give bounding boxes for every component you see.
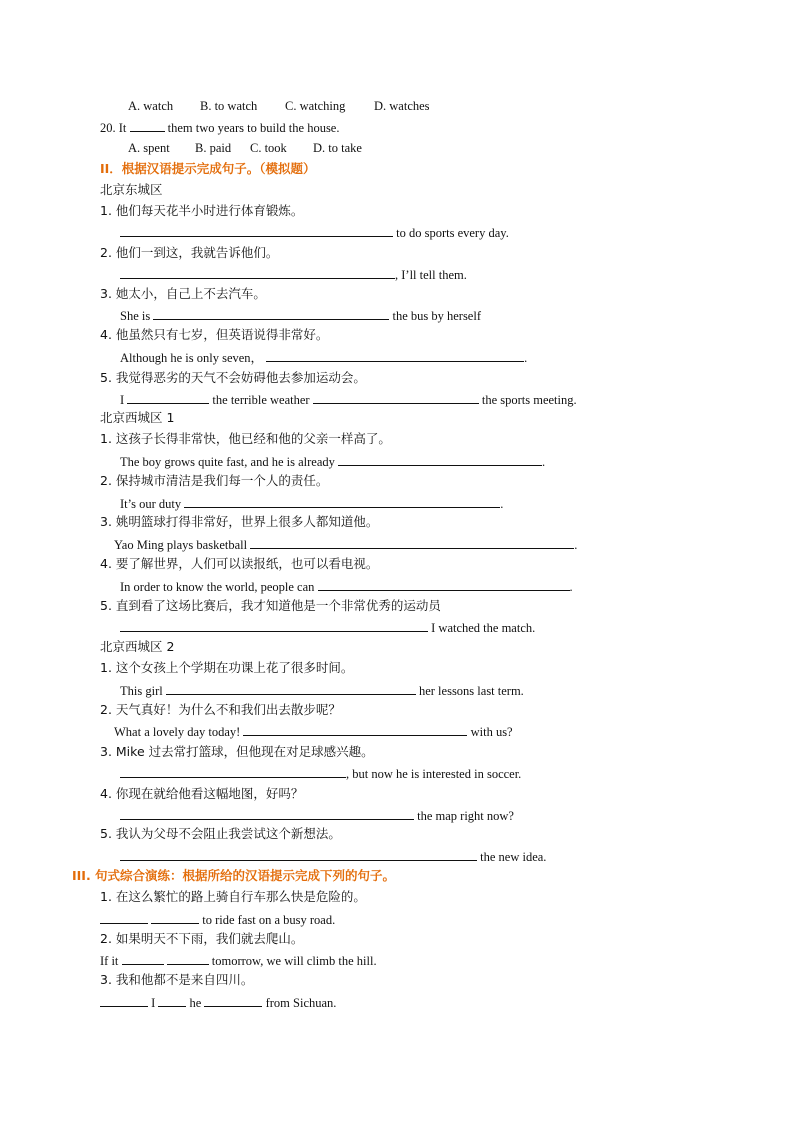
q20-option-d: D. to take: [313, 141, 362, 155]
q20-number: 20.: [100, 121, 116, 135]
answer-post: the sports meeting.: [481, 393, 577, 407]
answer-pre: She is: [120, 309, 151, 323]
answer-line: [100, 994, 336, 1011]
question-prompt: 5. 直到看了这场比赛后，我才知道他是一个非常优秀的运动员: [100, 598, 441, 613]
question-prompt: 4. 他虽然只有七岁，但英语说得非常好。: [100, 327, 329, 342]
question-prompt: 1. 他们每天花半小时进行体育锻炼。: [100, 203, 304, 218]
answer-line: [114, 536, 577, 553]
q20-post: them two years to build the house.: [167, 121, 340, 135]
answer-line: [100, 952, 377, 969]
answer-blank[interactable]: [100, 911, 148, 924]
question-prompt: 1. 这孩子长得非常快，他已经和他的父亲一样高了。: [100, 431, 391, 446]
question-prompt: 3. 姚明篮球打得非常好，世界上很多人都知道他。: [100, 514, 379, 529]
answer-line: [120, 391, 577, 408]
answer-line: [120, 224, 509, 241]
answer-line: [120, 578, 573, 595]
q20-option-a: A. spent: [128, 141, 170, 155]
group-title: 北京西城区 1: [100, 410, 175, 425]
answer-pre: I: [120, 393, 125, 407]
answer-post: , but now he is interested in soccer.: [346, 767, 522, 781]
question-prompt: 1. 这个女孩上个学期在功课上花了很多时间。: [100, 660, 354, 675]
answer-pre: Although he is only seven，: [120, 351, 264, 365]
group-title: 北京西城区 2: [100, 639, 175, 654]
answer-line: [120, 682, 524, 699]
answer-blank[interactable]: [158, 994, 186, 1007]
question-prompt: 5. 我觉得恶劣的天气不会妨碍他去参加运动会。: [100, 370, 366, 385]
q20-options: [128, 140, 362, 156]
answer-blank[interactable]: [120, 848, 477, 861]
answer-blank[interactable]: [250, 536, 574, 549]
answer-blank[interactable]: [338, 453, 542, 466]
answer-line: [120, 765, 521, 782]
q20-option-b: B. paid: [195, 141, 232, 155]
answer-blank[interactable]: [313, 391, 479, 404]
question-prompt: 3. 她太小，自己上不去汽车。: [100, 286, 266, 301]
q19-option-b: B. to watch: [200, 99, 258, 113]
answer-mid: the terrible weather: [212, 393, 310, 407]
question-prompt: 2. 保持城市清洁是我们每一个人的责任。: [100, 473, 329, 488]
answer-post: tomorrow, we will climb the hill.: [211, 954, 377, 968]
answer-word: he: [189, 996, 202, 1010]
question-prompt: 2. 如果明天不下雨，我们就去爬山。: [100, 931, 304, 946]
answer-blank[interactable]: [167, 952, 209, 965]
q20-pre: It: [118, 121, 127, 135]
answer-blank[interactable]: [120, 807, 414, 820]
answer-post: .: [569, 580, 573, 594]
section3-heading: III. 句式综合演练：根据所给的汉语提示完成下列的句子。: [72, 868, 396, 883]
answer-line: [120, 266, 467, 283]
answer-blank[interactable]: [120, 765, 346, 778]
section2-heading: II．根据汉语提示完成句子。（模拟题）: [100, 161, 316, 176]
answer-post: .: [574, 538, 578, 552]
answer-line: [120, 349, 527, 366]
answer-post: I watched the match.: [431, 621, 536, 635]
answer-pre: This girl: [120, 684, 163, 698]
answer-post: her lessons last term.: [418, 684, 524, 698]
answer-post: from Sichuan.: [265, 996, 337, 1010]
answer-post: .: [500, 497, 504, 511]
question-prompt: 1. 在这么繁忙的路上骑自行车那么快是危险的。: [100, 889, 366, 904]
answer-post: , I’ll tell them.: [395, 268, 467, 282]
question-prompt: 3. Mike 过去常打篮球，但他现在对足球感兴趣。: [100, 744, 374, 759]
answer-blank[interactable]: [100, 994, 148, 1007]
answer-post: with us?: [470, 725, 513, 739]
answer-line: [120, 619, 535, 636]
answer-line: [114, 723, 513, 740]
answer-pre: It’s our duty: [120, 497, 182, 511]
answer-blank[interactable]: [122, 952, 164, 965]
q19-option-a: A. watch: [128, 99, 174, 113]
answer-blank[interactable]: [166, 682, 416, 695]
answer-blank[interactable]: [266, 349, 524, 362]
question-prompt: 2. 天气真好！为什么不和我们出去散步呢？: [100, 702, 341, 717]
answer-line: [120, 307, 481, 324]
answer-pre: What a lovely day today!: [114, 725, 241, 739]
answer-blank[interactable]: [318, 578, 570, 591]
q19-options: [128, 98, 430, 114]
answer-blank[interactable]: [204, 994, 262, 1007]
q19-option-c: C. watching: [285, 99, 346, 113]
q20-blank[interactable]: [130, 119, 165, 132]
answer-line: [120, 453, 545, 470]
q19-option-d: D. watches: [374, 99, 430, 113]
question-prompt: 4. 要了解世界，人们可以读报纸，也可以看电视。: [100, 556, 379, 571]
answer-post: the new idea.: [480, 850, 547, 864]
answer-blank[interactable]: [127, 391, 209, 404]
answer-blank[interactable]: [184, 495, 500, 508]
answer-pre: In order to know the world, people can: [120, 580, 315, 594]
answer-word: I: [151, 996, 156, 1010]
answer-post: to ride fast on a busy road.: [202, 913, 336, 927]
answer-pre: The boy grows quite fast, and he is already: [120, 455, 335, 469]
answer-blank[interactable]: [120, 266, 395, 279]
answer-line: [120, 495, 503, 512]
question-prompt: 2. 他们一到这，我就告诉他们。: [100, 245, 279, 260]
q20-stem: [100, 119, 340, 136]
answer-line: [100, 911, 335, 928]
answer-blank[interactable]: [120, 619, 428, 632]
answer-blank[interactable]: [120, 224, 393, 237]
group-title: 北京东城区: [100, 182, 163, 197]
question-prompt: 4. 你现在就给他看这幅地图，好吗？: [100, 786, 304, 801]
answer-pre: If it: [100, 954, 119, 968]
question-prompt: 5. 我认为父母不会阻止我尝试这个新想法。: [100, 826, 341, 841]
answer-blank[interactable]: [153, 307, 389, 320]
answer-line: [120, 848, 546, 865]
answer-post: the bus by herself: [392, 309, 481, 323]
answer-post: the map right now?: [417, 809, 514, 823]
answer-line: [120, 807, 514, 824]
answer-blank[interactable]: [243, 723, 467, 736]
answer-pre: Yao Ming plays basketball: [114, 538, 248, 552]
answer-post: .: [542, 455, 546, 469]
question-prompt: 3. 我和他都不是来自四川。: [100, 972, 254, 987]
answer-post: .: [524, 351, 528, 365]
answer-post: to do sports every day.: [396, 226, 509, 240]
answer-blank[interactable]: [151, 911, 199, 924]
q20-option-c: C. took: [250, 141, 287, 155]
